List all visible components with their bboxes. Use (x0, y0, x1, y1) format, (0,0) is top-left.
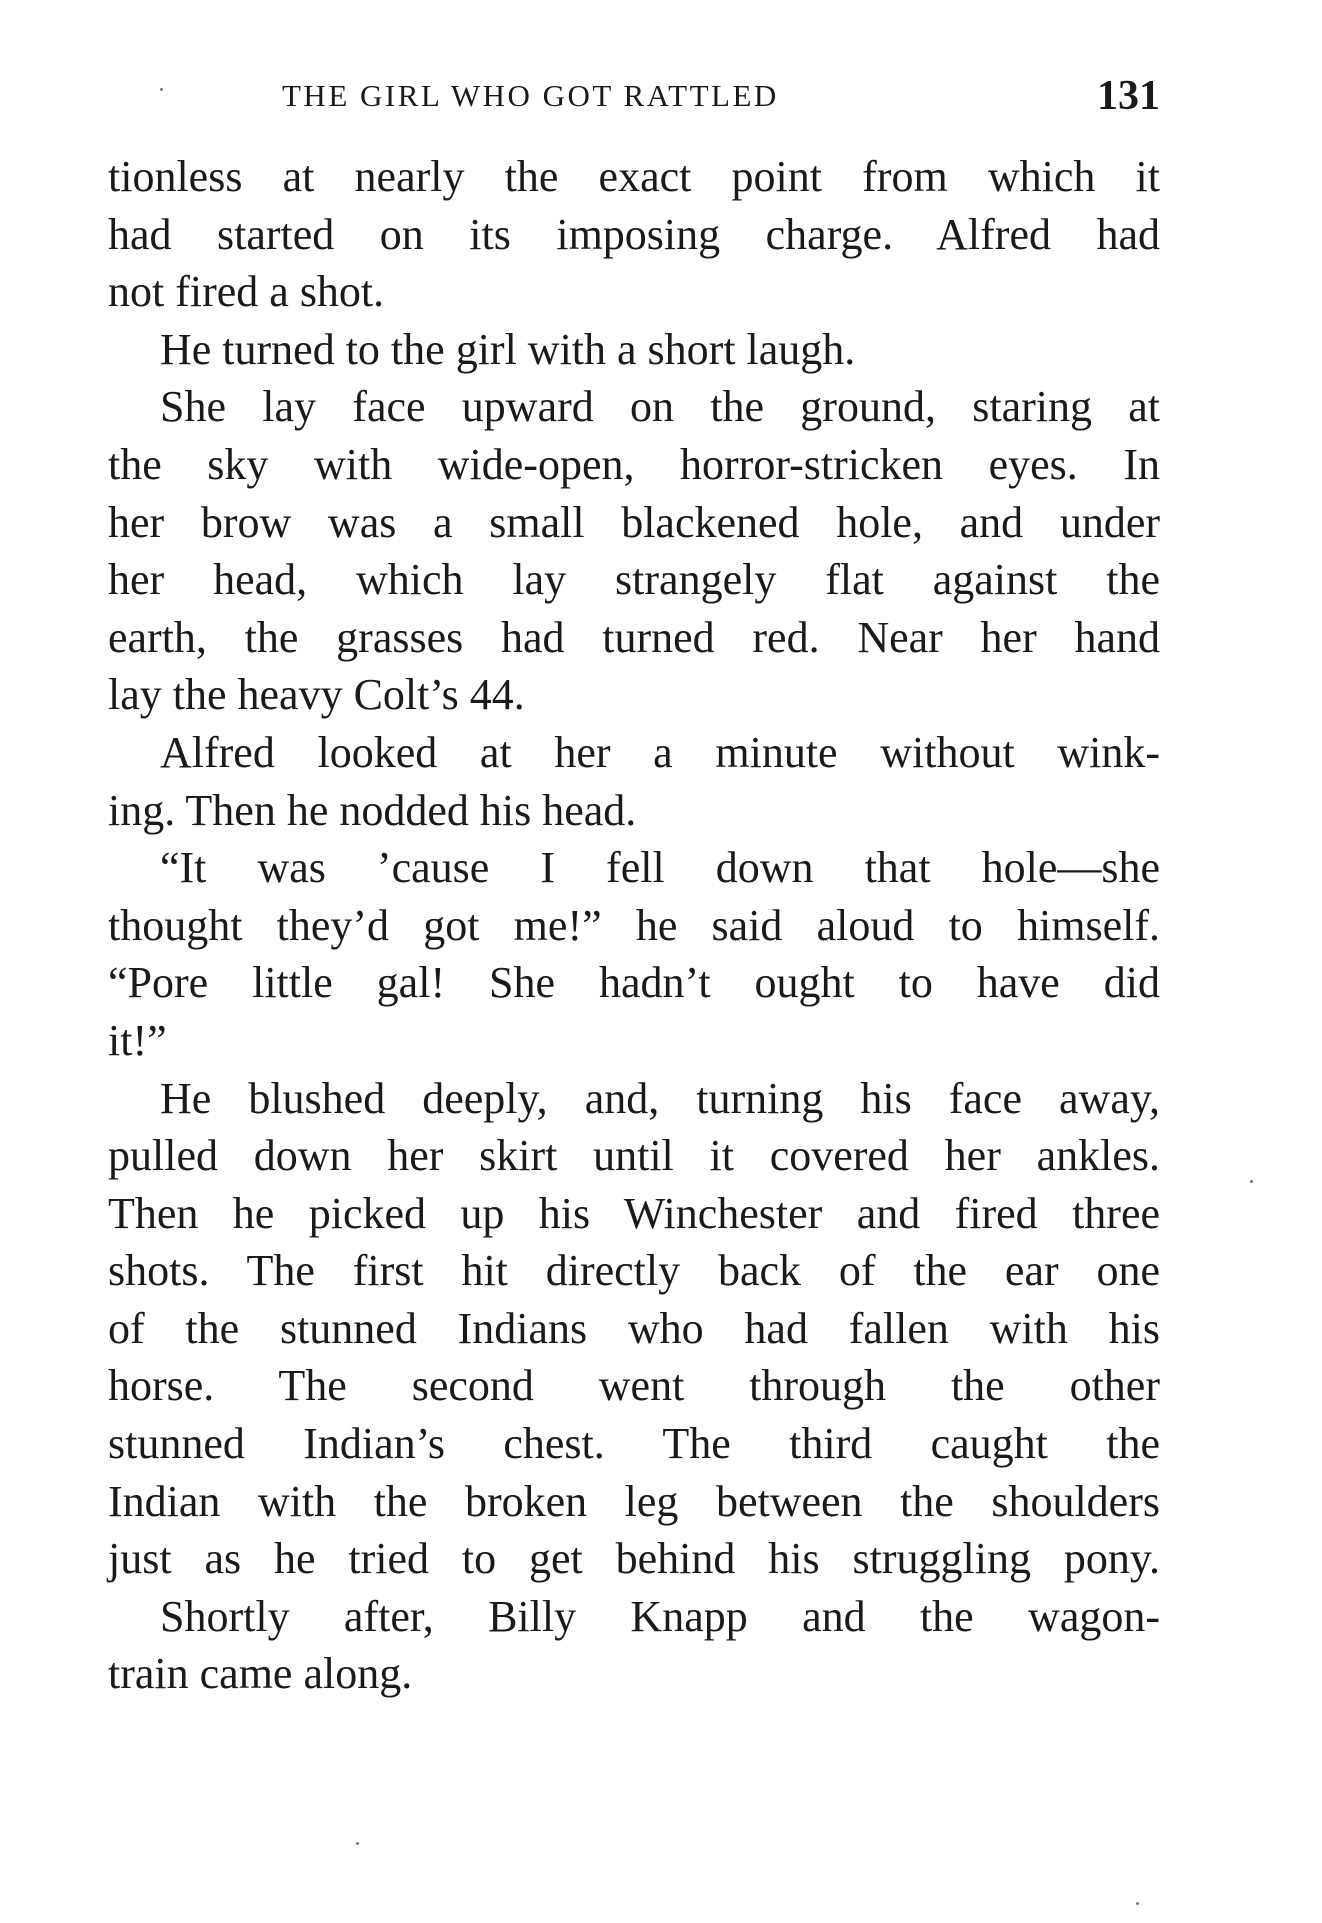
text-line: Indian with the broken leg between the shoulders (108, 1476, 1160, 1526)
text-line: pulled down her skirt until it covered her ankles. (108, 1131, 1160, 1181)
text-line: Alfred looked at her a minute without wink- (160, 727, 1160, 777)
text-line: thought they’d got me!” he said aloud to himself. (108, 900, 1160, 950)
paper-speck (160, 88, 163, 91)
page-number: 131 (1097, 73, 1160, 119)
text-line: “It was ’cause I fell down that hole—she (160, 843, 1160, 893)
text-line: shots. The first hit directly back of the ear one (108, 1246, 1160, 1296)
text-line: “Pore little gal! She hadn’t ought to have did (108, 958, 1160, 1008)
text-line: Shortly after, Billy Knapp and the wagon- (160, 1591, 1160, 1641)
text-line: lay the heavy Colt’s 44. (108, 670, 525, 720)
text-line: He turned to the girl with a short laugh. (160, 324, 856, 374)
paper-speck (1250, 1180, 1253, 1183)
text-line: just as he tried to get behind his struggling pony. (108, 1534, 1160, 1584)
text-line: tionless at nearly the exact point from which it (108, 152, 1160, 201)
text-line: horse. The second went through the other (108, 1361, 1160, 1411)
text-line: of the stunned Indians who had fallen with his (108, 1303, 1160, 1353)
text-line: earth, the grasses had turned red. Near her hand (108, 612, 1160, 662)
paper-speck (1136, 1902, 1139, 1905)
text-line: ing. Then he nodded his head. (108, 785, 637, 835)
text-line: He blushed deeply, and, turning his face away, (160, 1073, 1160, 1123)
text-line: the sky with wide-open, horror-stricken eyes. In (108, 439, 1160, 489)
running-title: THE GIRL WHO GOT RATTLED (282, 78, 779, 113)
text-line: her head, which lay strangely flat against the (108, 555, 1160, 605)
text-line: She lay face upward on the ground, staring at (160, 382, 1160, 432)
text-line: had started on its imposing charge. Alfred had (108, 209, 1160, 259)
body-text (108, 148, 1160, 1703)
text-line: train came along. (108, 1649, 413, 1699)
paper-speck (356, 1842, 359, 1845)
text-line: stunned Indian’s chest. The third caught the (108, 1419, 1160, 1469)
text-line: her brow was a small blackened hole, and under (108, 497, 1160, 547)
text-line: Then he picked up his Winchester and fired three (108, 1188, 1160, 1238)
text-line: it!” (108, 1015, 167, 1065)
running-head (110, 74, 1160, 124)
text-line: not fired a shot. (108, 267, 385, 317)
